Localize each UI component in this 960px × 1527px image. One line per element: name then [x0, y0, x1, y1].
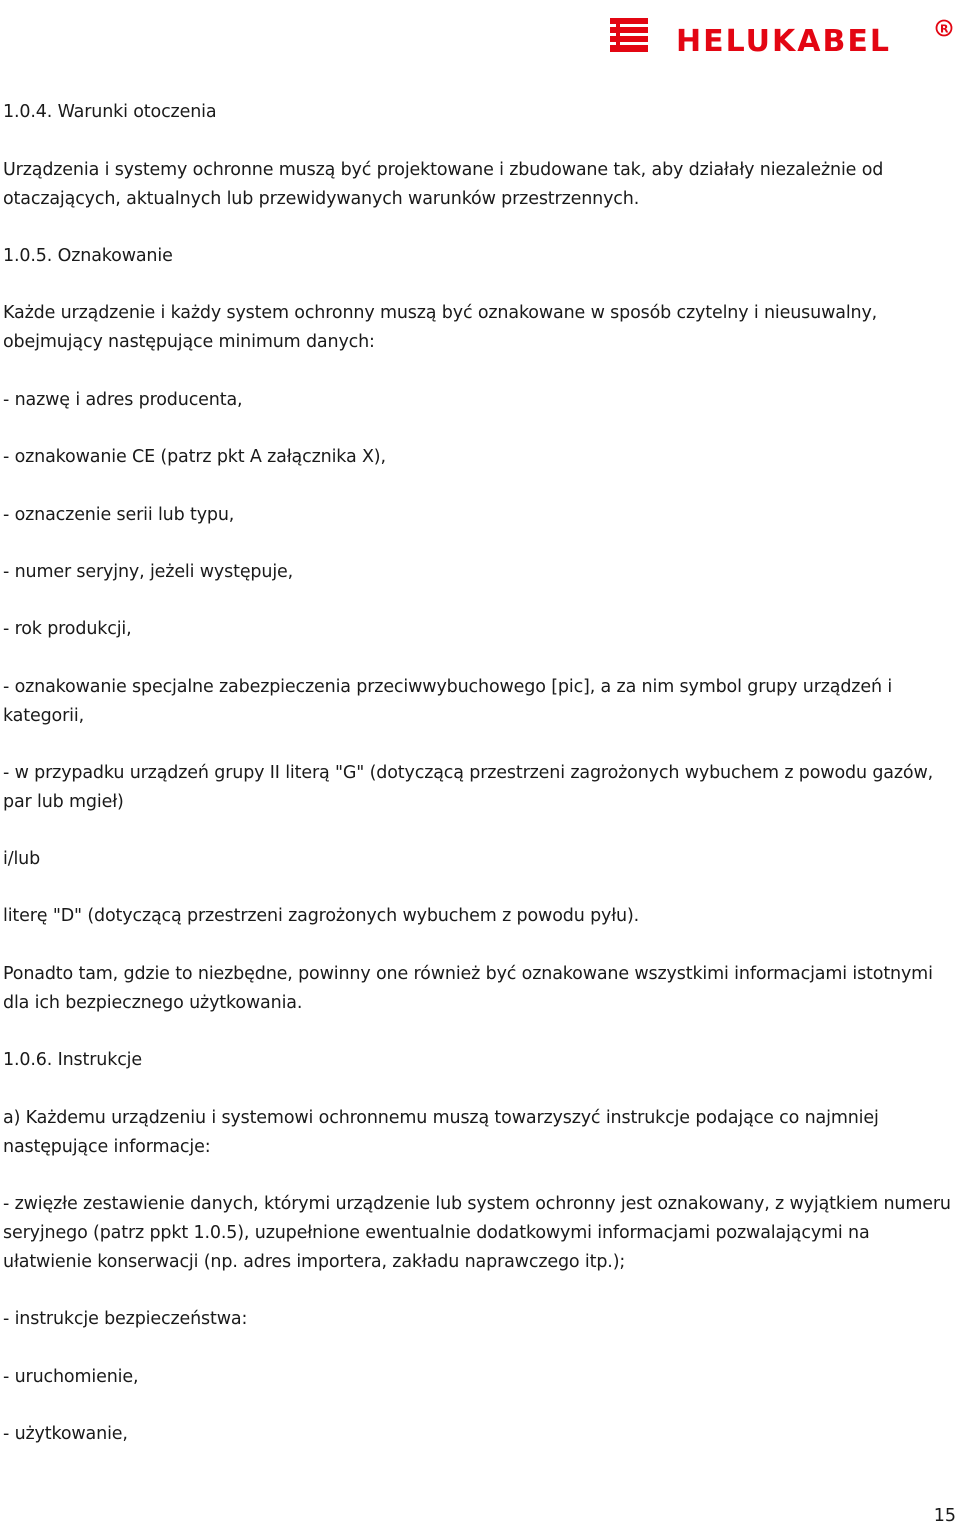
list-item: - numer seryjny, jeżeli występuje, — [3, 562, 294, 582]
section-heading-1-0-5: 1.0.5. Oznakowanie — [3, 246, 173, 266]
paragraph-line: dla ich bezpiecznego użytkowania. — [3, 993, 303, 1013]
list-item: - rok produkcji, — [3, 619, 132, 639]
page-number: 15 — [933, 1506, 956, 1526]
paragraph-line: Każde urządzenie i każdy system ochronny muszą być oznakowane w sposób czytelny i nieusuwalny, — [3, 303, 878, 323]
paragraph-line: obejmujący następujące minimum danych: — [3, 332, 375, 352]
list-item: - uruchomienie, — [3, 1367, 139, 1387]
paragraph-line: i/lub — [3, 849, 41, 869]
helukabel-logo — [610, 16, 956, 56]
paragraph-line: Urządzenia i systemy ochronne muszą być projektowane i zbudowane tak, aby działały niezależnie od — [3, 160, 884, 180]
list-item: - oznakowanie CE (patrz pkt A załącznika X), — [3, 447, 386, 467]
section-heading-1-0-6: 1.0.6. Instrukcje — [3, 1050, 143, 1070]
paragraph-line: otaczających, aktualnych lub przewidywanych warunków przestrzennych. — [3, 189, 640, 209]
svg-text:R: R — [940, 22, 949, 36]
paragraph-line: literę "D" (dotyczącą przestrzeni zagrożonych wybuchem z powodu pyłu). — [3, 906, 640, 926]
paragraph-line: następujące informacje: — [3, 1137, 211, 1157]
list-item: - nazwę i adres producenta, — [3, 390, 243, 410]
list-item: - użytkowanie, — [3, 1424, 128, 1444]
list-item: - w przypadku urządzeń grupy II literą "G" (dotyczącą przestrzeni zagrożonych wybuchem z powodu gazów, — [3, 763, 934, 783]
list-item: - oznaczenie serii lub typu, — [3, 505, 235, 525]
list-item: - oznakowanie specjalne zabezpieczenia przeciwwybuchowego [pic], a za nim symbol grupy urządzeń i — [3, 677, 893, 697]
paragraph-line: Ponadto tam, gdzie to niezbędne, powinny one również być oznakowane wszystkimi informacjami istotnymi — [3, 964, 933, 984]
list-item-continuation: kategorii, — [3, 706, 84, 726]
svg-text:HELUKABEL: HELUKABEL — [676, 24, 891, 56]
list-item-continuation: par lub mgieł) — [3, 792, 124, 812]
list-item: - instrukcje bezpieczeństwa: — [3, 1309, 248, 1329]
paragraph-line: a) Każdemu urządzeniu i systemowi ochronnemu muszą towarzyszyć instrukcje podające co najmniej — [3, 1108, 879, 1128]
section-heading-1-0-4: 1.0.4. Warunki otoczenia — [3, 102, 217, 122]
list-item-continuation: ułatwienie konserwacji (np. adres importera, zakładu naprawczego itp.); — [3, 1252, 626, 1272]
list-item: - zwięzłe zestawienie danych, którymi urządzenie lub system ochronny jest oznakowany, z wyjątkiem numeru — [3, 1194, 951, 1214]
list-item-continuation: seryjnego (patrz ppkt 1.0.5), uzupełnione ewentualnie dodatkowymi informacjami pozwalającymi na — [3, 1223, 870, 1243]
